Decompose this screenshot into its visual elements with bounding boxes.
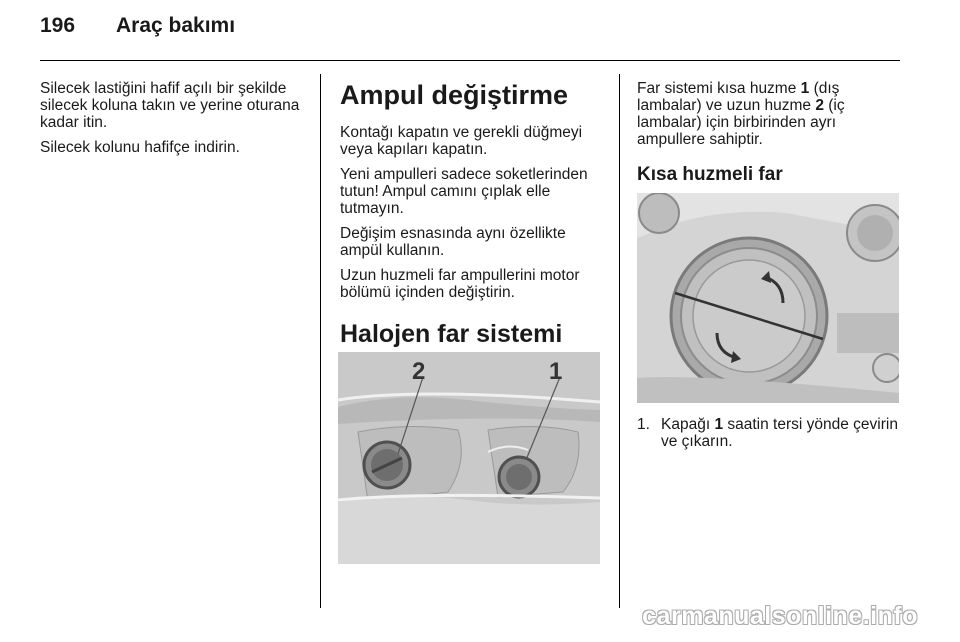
subsection-heading: Kısa huzmeli far xyxy=(637,164,783,185)
header-rule xyxy=(40,60,900,61)
subsection-heading: Halojen far sistemi xyxy=(340,320,563,348)
paragraph: Yeni ampulleri sadece soketlerinden tutun! Ampul camını çıplak elle tutmayın. xyxy=(340,166,588,217)
callout-label-1: 1 xyxy=(549,358,563,385)
column-2 xyxy=(340,80,608,349)
paragraph: Far sistemi kısa huzme 1 (dış lambalar) ve uzun huzme 2 (iç lambalar) için birbirinden ayrı ampullere sahiptir. xyxy=(637,80,845,148)
step-text: Kapağı 1 saatin tersi yönde çevirin ve çıkarın. xyxy=(661,416,898,450)
section-title: Araç bakımı xyxy=(116,14,236,37)
paragraph: Silecek kolunu hafifçe indirin. xyxy=(40,139,240,156)
emphasis-number: 1 xyxy=(800,80,810,97)
paragraph: Değişim esnasında aynı özellikte ampül kullanın. xyxy=(340,225,566,259)
column-divider-1 xyxy=(320,74,321,608)
low-beam-cap-figure xyxy=(637,193,899,403)
step-number: 1. xyxy=(637,416,650,433)
column-3 xyxy=(637,80,899,186)
emphasis-number: 1 xyxy=(714,416,724,433)
step-list xyxy=(637,416,899,450)
emphasis-number: 2 xyxy=(815,97,824,114)
paragraph: Silecek lastiğini hafif açılı bir şekilde silecek koluna takın ve yerine oturana kadar itin. xyxy=(40,80,300,131)
callout-label-2: 2 xyxy=(412,358,426,385)
watermark: carmanualsonline.info xyxy=(642,602,918,630)
paragraph: Kontağı kapatın ve gerekli düğmeyi veya kapıları kapatın. xyxy=(340,124,583,158)
section-heading: Ampul değiştirme xyxy=(340,80,569,110)
page-number: 196 xyxy=(40,14,76,37)
paragraph: Uzun huzmeli far ampullerini motor bölümü içinden değiştirin. xyxy=(340,267,580,301)
column-1 xyxy=(40,80,308,164)
list-item xyxy=(637,416,899,450)
column-divider-2 xyxy=(619,74,620,608)
